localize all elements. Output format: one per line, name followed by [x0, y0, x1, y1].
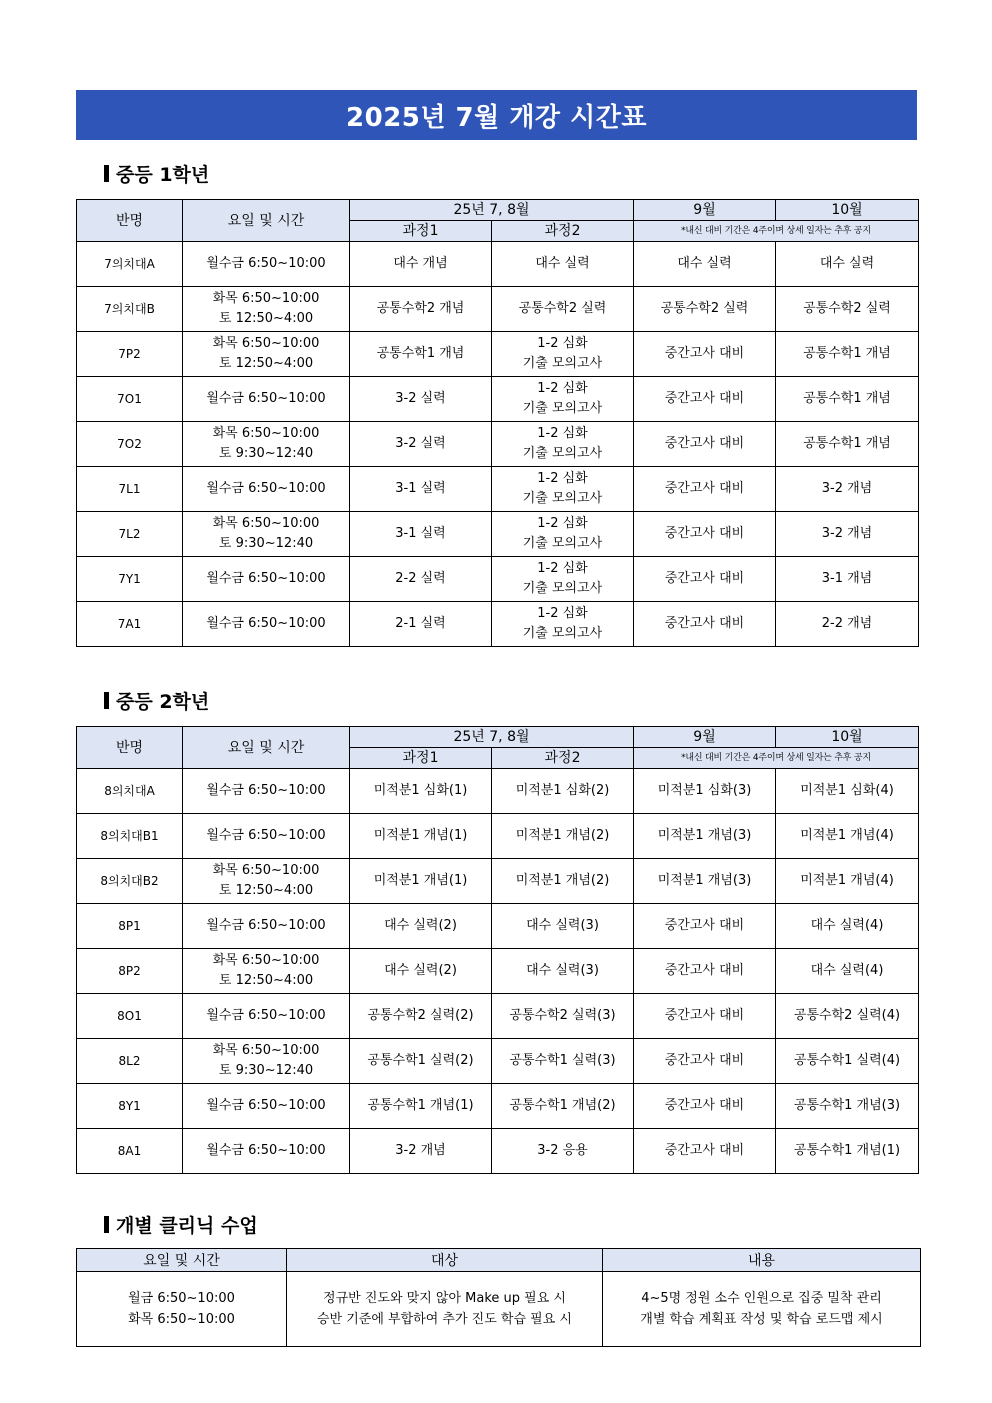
september-cell-text: 미적분1 개념(3)	[657, 873, 752, 888]
september-cell	[634, 557, 776, 602]
schedule-time-cell-text: 화목 6:50~10:00	[212, 291, 320, 306]
class-name-cell	[77, 287, 183, 332]
course1-cell	[350, 467, 492, 512]
class-name-cell	[77, 467, 183, 512]
course1-cell	[350, 1039, 492, 1084]
september-cell	[634, 467, 776, 512]
course1-cell	[350, 557, 492, 602]
col-header-time: 요일 및 시간	[183, 727, 350, 769]
clinic-heading-label: 개별 클리닉 수업	[116, 1215, 258, 1237]
course1-cell-text: 3-2 실력	[395, 391, 446, 406]
clinic-table	[76, 1248, 921, 1347]
october-cell-text: 3-2 개념	[821, 526, 873, 541]
september-cell	[634, 1084, 776, 1129]
class-name-cell	[77, 859, 183, 904]
clinic-time-line: 화목 6:50~10:00	[128, 1312, 235, 1327]
course1-cell-text: 3-1 실력	[395, 526, 446, 541]
october-cell	[776, 1129, 919, 1174]
schedule-time-cell-text: 월수금 6:50~10:00	[206, 571, 326, 586]
col-header-course2: 과정2	[492, 748, 634, 769]
october-cell-text: 공통수학1 개념(1)	[793, 1143, 901, 1158]
class-name-cell-text: 7Y1	[118, 572, 141, 586]
col-header-course1: 과정1	[350, 748, 492, 769]
course1-cell	[350, 904, 492, 949]
class-name-cell-text: 7의치대A	[104, 257, 155, 271]
course2-cell-text: 공통수학1 개념(2)	[509, 1098, 616, 1113]
september-cell	[634, 994, 776, 1039]
course1-cell-text: 공통수학1 개념	[376, 346, 465, 361]
course2-cell-text: 대수 실력	[535, 256, 590, 271]
class-name-cell	[77, 242, 183, 287]
course1-cell	[350, 242, 492, 287]
course2-cell	[492, 512, 634, 557]
course2-cell-text: 1-2 심화	[537, 426, 588, 441]
table-row	[77, 1129, 919, 1174]
class-name-cell-text: 8Y1	[118, 1099, 141, 1113]
table-row	[77, 769, 919, 814]
course1-cell	[350, 377, 492, 422]
schedule-time-cell-text: 월수금 6:50~10:00	[206, 616, 326, 631]
col-header-class: 반명	[77, 200, 183, 242]
table-row	[77, 602, 919, 647]
table-row	[77, 904, 919, 949]
heading-marker	[104, 1216, 109, 1233]
course1-cell	[350, 512, 492, 557]
schedule-time-cell	[183, 769, 350, 814]
course2-cell	[492, 422, 634, 467]
october-cell	[776, 769, 919, 814]
col-header-october: 10월	[776, 727, 919, 748]
course1-cell-text: 3-2 실력	[395, 436, 446, 451]
october-cell	[776, 332, 919, 377]
schedule-time-cell-text: 화목 6:50~10:00	[212, 516, 320, 531]
september-cell-text: 중간고사 대비	[664, 481, 745, 496]
schedule-time-cell	[183, 1084, 350, 1129]
course1-cell-text: 공통수학2 실력(2)	[367, 1008, 474, 1023]
table-row	[77, 814, 919, 859]
schedule-time-cell	[183, 814, 350, 859]
exam-period-note: *내신 대비 기간은 4주이며 상세 일자는 추후 공지	[634, 221, 919, 242]
course1-cell-text: 3-1 실력	[395, 481, 446, 496]
october-cell	[776, 422, 919, 467]
class-name-cell	[77, 602, 183, 647]
october-cell-text: 공통수학1 개념	[803, 436, 891, 451]
course2-cell-text: 기출 모의고사	[522, 401, 603, 416]
course1-cell-text: 공통수학2 개념	[376, 301, 465, 316]
clinic-time-cell	[77, 1272, 287, 1347]
schedule-time-cell	[183, 949, 350, 994]
october-cell	[776, 512, 919, 557]
september-cell-text: 중간고사 대비	[664, 918, 745, 933]
table-row	[77, 422, 919, 467]
class-name-cell	[77, 512, 183, 557]
october-cell-text: 공통수학2 실력(4)	[793, 1008, 901, 1023]
september-cell-text: 중간고사 대비	[664, 1053, 745, 1068]
class-name-cell	[77, 949, 183, 994]
course1-cell-text: 대수 개념	[393, 256, 448, 271]
october-cell	[776, 1039, 919, 1084]
schedule-time-cell-text: 토 12:50~4:00	[218, 356, 314, 371]
september-cell	[634, 242, 776, 287]
september-cell	[634, 1039, 776, 1084]
course1-cell	[350, 769, 492, 814]
schedule-time-cell-text: 월수금 6:50~10:00	[206, 256, 326, 271]
class-name-cell-text: 7L1	[118, 482, 141, 496]
table-row	[77, 557, 919, 602]
clinic-header-content: 내용	[603, 1249, 921, 1272]
course2-cell-text: 1-2 심화	[537, 381, 588, 396]
october-cell-text: 2-2 개념	[821, 616, 873, 631]
course1-cell-text: 미적분1 개념(1)	[373, 873, 468, 888]
class-name-cell-text: 8의치대B1	[100, 829, 159, 843]
class-name-cell	[77, 422, 183, 467]
table-row	[77, 287, 919, 332]
table-row	[77, 512, 919, 557]
schedule-time-cell-text: 토 12:50~4:00	[218, 973, 314, 988]
course2-cell-text: 미적분1 심화(2)	[515, 783, 610, 798]
schedule-time-cell-text: 화목 6:50~10:00	[212, 336, 320, 351]
class-name-cell	[77, 557, 183, 602]
schedule-time-cell-text: 화목 6:50~10:00	[212, 953, 320, 968]
table-row	[77, 467, 919, 512]
course2-cell-text: 1-2 심화	[537, 471, 588, 486]
clinic-target-cell	[287, 1272, 603, 1347]
course2-cell	[492, 467, 634, 512]
col-header-time: 요일 및 시간	[183, 200, 350, 242]
september-cell-text: 중간고사 대비	[664, 963, 745, 978]
schedule-time-cell-text: 토 9:30~12:40	[218, 536, 314, 551]
schedule-time-cell-text: 화목 6:50~10:00	[212, 426, 320, 441]
class-name-cell-text: 7의치대B	[104, 302, 155, 316]
col-header-course1: 과정1	[350, 221, 492, 242]
grade2-heading	[104, 687, 209, 714]
grade2-schedule-table	[76, 726, 919, 1174]
course2-cell-text: 대수 실력(3)	[526, 963, 599, 978]
course2-cell	[492, 904, 634, 949]
table-row	[77, 377, 919, 422]
course2-cell	[492, 769, 634, 814]
clinic-content-line: 4~5명 정원 소수 인원으로 집중 밀착 관리	[641, 1291, 882, 1306]
class-name-cell	[77, 1084, 183, 1129]
october-cell-text: 3-1 개념	[821, 571, 873, 586]
october-cell-text: 3-2 개념	[821, 481, 873, 496]
schedule-time-cell	[183, 602, 350, 647]
course1-cell	[350, 332, 492, 377]
september-cell-text: 중간고사 대비	[664, 1008, 745, 1023]
course2-cell-text: 미적분1 개념(2)	[515, 828, 610, 843]
grade1-schedule-table	[76, 199, 919, 647]
course2-cell	[492, 994, 634, 1039]
schedule-time-cell-text: 월수금 6:50~10:00	[206, 1143, 326, 1158]
schedule-time-cell	[183, 1039, 350, 1084]
col-header-october: 10월	[776, 200, 919, 221]
course2-cell	[492, 949, 634, 994]
october-cell-text: 미적분1 심화(4)	[800, 783, 894, 798]
course1-cell	[350, 422, 492, 467]
october-cell	[776, 242, 919, 287]
course1-cell	[350, 287, 492, 332]
class-name-cell	[77, 814, 183, 859]
clinic-target-line: 정규반 진도와 맞지 않아 Make up 필요 시	[323, 1291, 566, 1306]
class-name-cell-text: 7A1	[117, 617, 142, 631]
table-row	[77, 859, 919, 904]
col-header-course2: 과정2	[492, 221, 634, 242]
october-cell-text: 공통수학1 개념	[803, 391, 891, 406]
october-cell-text: 공통수학1 실력(4)	[793, 1053, 901, 1068]
course2-cell	[492, 1039, 634, 1084]
schedule-time-cell	[183, 467, 350, 512]
october-cell-text: 공통수학1 개념	[803, 346, 891, 361]
course1-cell-text: 미적분1 심화(1)	[373, 783, 468, 798]
class-name-cell-text: 7L2	[118, 527, 141, 541]
october-cell-text: 대수 실력	[819, 256, 875, 271]
september-cell-text: 중간고사 대비	[664, 571, 745, 586]
september-cell	[634, 377, 776, 422]
september-cell-text: 중간고사 대비	[664, 526, 745, 541]
course2-cell	[492, 287, 634, 332]
schedule-time-cell-text: 토 9:30~12:40	[218, 446, 314, 461]
exam-period-note: *내신 대비 기간은 4주이며 상세 일자는 추후 공지	[634, 748, 919, 769]
class-name-cell-text: 8A1	[117, 1144, 142, 1158]
clinic-time-line: 월금 6:50~10:00	[128, 1291, 235, 1306]
course2-cell	[492, 1129, 634, 1174]
september-cell	[634, 859, 776, 904]
course2-cell-text: 3-2 응용	[537, 1143, 588, 1158]
clinic-heading	[104, 1211, 258, 1238]
table-row	[77, 994, 919, 1039]
september-cell	[634, 949, 776, 994]
schedule-time-cell-text: 월수금 6:50~10:00	[206, 918, 326, 933]
grade1-heading-label: 중등 1학년	[116, 164, 210, 186]
course1-cell-text: 대수 실력(2)	[384, 963, 457, 978]
class-name-cell-text: 8O1	[117, 1009, 142, 1023]
schedule-time-cell-text: 토 9:30~12:40	[218, 1063, 314, 1078]
grade2-heading-label: 중등 2학년	[116, 691, 210, 713]
course2-cell-text: 기출 모의고사	[522, 446, 603, 461]
course2-cell-text: 대수 실력(3)	[526, 918, 599, 933]
col-header-summer: 25년 7, 8월	[350, 200, 634, 221]
schedule-time-cell-text: 토 12:50~4:00	[218, 311, 314, 326]
course1-cell	[350, 1129, 492, 1174]
schedule-time-cell	[183, 994, 350, 1039]
october-cell	[776, 859, 919, 904]
class-name-cell-text: 8L2	[118, 1054, 141, 1068]
schedule-time-cell	[183, 904, 350, 949]
course1-cell	[350, 859, 492, 904]
course2-cell-text: 공통수학2 실력	[518, 301, 607, 316]
table-row	[77, 332, 919, 377]
table-row	[77, 949, 919, 994]
clinic-content-line: 개별 학습 계획표 작성 및 학습 로드맵 제시	[640, 1312, 883, 1327]
course2-cell-text: 기출 모의고사	[522, 536, 603, 551]
september-cell	[634, 602, 776, 647]
course2-cell	[492, 557, 634, 602]
october-cell-text: 미적분1 개념(4)	[800, 873, 894, 888]
table-row	[77, 1039, 919, 1084]
course1-cell-text: 3-2 개념	[395, 1143, 446, 1158]
september-cell-text: 미적분1 심화(3)	[657, 783, 752, 798]
october-cell	[776, 287, 919, 332]
october-cell	[776, 377, 919, 422]
october-cell-text: 공통수학2 실력	[803, 301, 891, 316]
course2-cell	[492, 814, 634, 859]
heading-marker	[104, 692, 109, 709]
course1-cell-text: 대수 실력(2)	[384, 918, 457, 933]
class-name-cell-text: 7P2	[118, 347, 141, 361]
schedule-time-cell-text: 토 12:50~4:00	[218, 883, 314, 898]
table-row	[77, 242, 919, 287]
course2-cell-text: 기출 모의고사	[522, 491, 603, 506]
course2-cell-text: 기출 모의고사	[522, 626, 603, 641]
col-header-class: 반명	[77, 727, 183, 769]
course2-cell	[492, 859, 634, 904]
september-cell-text: 중간고사 대비	[664, 1143, 745, 1158]
clinic-header-target: 대상	[287, 1249, 603, 1272]
class-name-cell	[77, 1039, 183, 1084]
course2-cell-text: 미적분1 개념(2)	[515, 873, 610, 888]
schedule-time-cell-text: 월수금 6:50~10:00	[206, 828, 326, 843]
course2-cell-text: 1-2 심화	[537, 516, 588, 531]
october-cell	[776, 994, 919, 1039]
course2-cell	[492, 242, 634, 287]
schedule-time-cell	[183, 859, 350, 904]
clinic-content-cell	[603, 1272, 921, 1347]
grade1-heading	[104, 160, 209, 187]
course2-cell-text: 공통수학2 실력(3)	[509, 1008, 616, 1023]
september-cell	[634, 904, 776, 949]
september-cell	[634, 332, 776, 377]
class-name-cell	[77, 1129, 183, 1174]
october-cell-text: 공통수학1 개념(3)	[793, 1098, 901, 1113]
course1-cell-text: 공통수학1 실력(2)	[367, 1053, 474, 1068]
september-cell-text: 중간고사 대비	[664, 616, 745, 631]
course1-cell-text: 공통수학1 개념(1)	[367, 1098, 474, 1113]
table-row	[77, 1084, 919, 1129]
schedule-time-cell	[183, 242, 350, 287]
course1-cell-text: 2-2 실력	[395, 571, 446, 586]
course2-cell-text: 1-2 심화	[537, 336, 588, 351]
schedule-time-cell	[183, 287, 350, 332]
september-cell-text: 중간고사 대비	[664, 1098, 745, 1113]
october-cell	[776, 1084, 919, 1129]
schedule-time-cell	[183, 422, 350, 467]
schedule-time-cell	[183, 557, 350, 602]
course2-cell	[492, 332, 634, 377]
october-cell	[776, 467, 919, 512]
course1-cell	[350, 994, 492, 1039]
course2-cell	[492, 602, 634, 647]
class-name-cell	[77, 994, 183, 1039]
september-cell	[634, 422, 776, 467]
course2-cell-text: 기출 모의고사	[522, 581, 603, 596]
course2-cell	[492, 377, 634, 422]
schedule-time-cell-text: 월수금 6:50~10:00	[206, 783, 326, 798]
october-cell	[776, 602, 919, 647]
class-name-cell-text: 8의치대A	[104, 784, 155, 798]
course1-cell	[350, 949, 492, 994]
class-name-cell-text: 8P1	[118, 919, 141, 933]
september-cell-text: 미적분1 개념(3)	[657, 828, 752, 843]
class-name-cell	[77, 377, 183, 422]
class-name-cell-text: 7O2	[117, 437, 142, 451]
course2-cell	[492, 1084, 634, 1129]
course2-cell-text: 1-2 심화	[537, 606, 588, 621]
course1-cell	[350, 1084, 492, 1129]
schedule-time-cell-text: 월수금 6:50~10:00	[206, 1008, 326, 1023]
course1-cell-text: 미적분1 개념(1)	[373, 828, 468, 843]
schedule-time-cell	[183, 332, 350, 377]
class-name-cell	[77, 332, 183, 377]
october-cell-text: 대수 실력(4)	[810, 918, 884, 933]
heading-marker	[104, 165, 109, 182]
class-name-cell	[77, 904, 183, 949]
october-cell	[776, 557, 919, 602]
course2-cell-text: 기출 모의고사	[522, 356, 603, 371]
october-cell-text: 미적분1 개념(4)	[800, 828, 894, 843]
october-cell	[776, 814, 919, 859]
schedule-time-cell	[183, 512, 350, 557]
class-name-cell-text: 7O1	[117, 392, 142, 406]
september-cell-text: 공통수학2 실력	[660, 301, 749, 316]
october-cell	[776, 949, 919, 994]
september-cell	[634, 814, 776, 859]
september-cell-text: 중간고사 대비	[664, 391, 745, 406]
schedule-time-cell-text: 월수금 6:50~10:00	[206, 481, 326, 496]
clinic-target-line: 승반 기준에 부합하여 추가 진도 학습 필요 시	[317, 1312, 572, 1327]
schedule-time-cell-text: 화목 6:50~10:00	[212, 1043, 320, 1058]
schedule-time-cell	[183, 1129, 350, 1174]
class-name-cell-text: 8P2	[118, 964, 141, 978]
course2-cell-text: 1-2 심화	[537, 561, 588, 576]
schedule-time-cell-text: 월수금 6:50~10:00	[206, 1098, 326, 1113]
schedule-time-cell	[183, 377, 350, 422]
september-cell	[634, 287, 776, 332]
clinic-header-time: 요일 및 시간	[77, 1249, 287, 1272]
class-name-cell-text: 8의치대B2	[100, 874, 159, 888]
col-header-september: 9월	[634, 727, 776, 748]
september-cell	[634, 1129, 776, 1174]
col-header-summer: 25년 7, 8월	[350, 727, 634, 748]
course2-cell-text: 공통수학1 실력(3)	[509, 1053, 616, 1068]
september-cell-text: 중간고사 대비	[664, 436, 745, 451]
page-title: 2025년 7월 개강 시간표	[76, 90, 917, 140]
september-cell-text: 중간고사 대비	[664, 346, 745, 361]
september-cell	[634, 512, 776, 557]
course1-cell-text: 2-1 실력	[395, 616, 446, 631]
class-name-cell	[77, 769, 183, 814]
schedule-time-cell-text: 화목 6:50~10:00	[212, 863, 320, 878]
september-cell	[634, 769, 776, 814]
october-cell	[776, 904, 919, 949]
september-cell-text: 대수 실력	[677, 256, 732, 271]
schedule-time-cell-text: 월수금 6:50~10:00	[206, 391, 326, 406]
october-cell-text: 대수 실력(4)	[810, 963, 884, 978]
course1-cell	[350, 814, 492, 859]
col-header-september: 9월	[634, 200, 776, 221]
course1-cell	[350, 602, 492, 647]
